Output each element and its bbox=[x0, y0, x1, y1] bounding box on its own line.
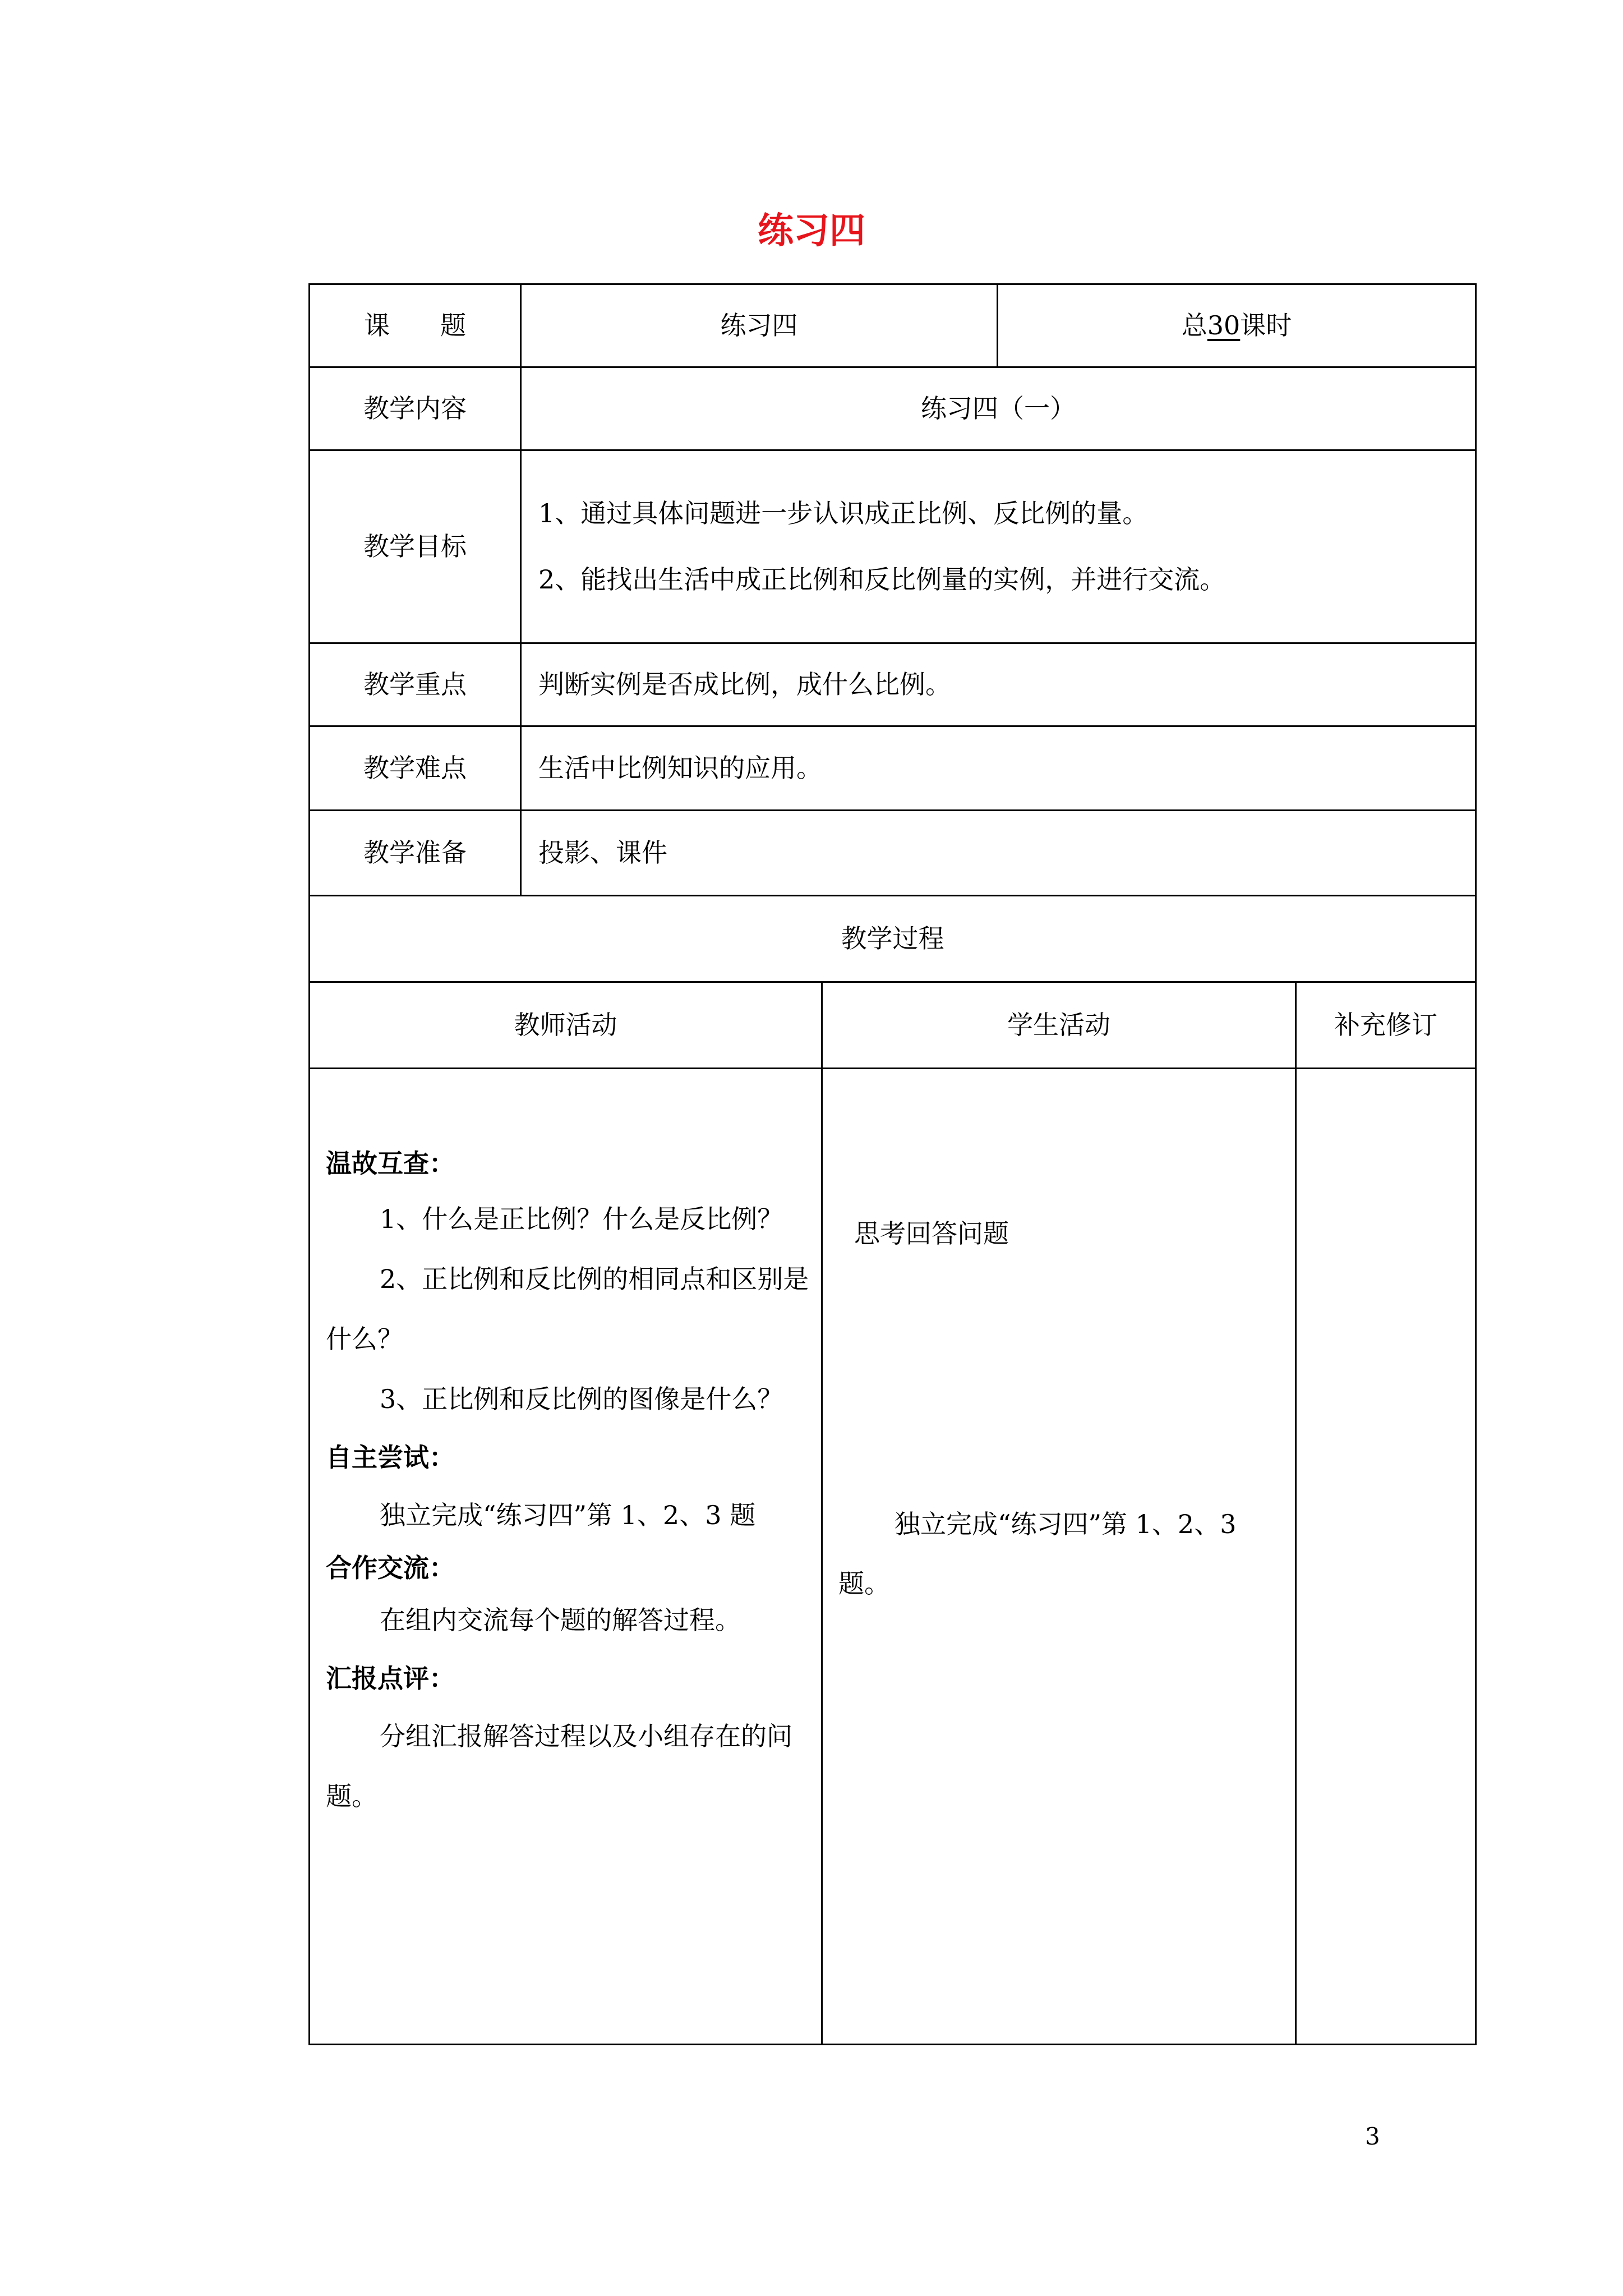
difficulty-label: 教学难点 bbox=[310, 726, 521, 811]
hours-number: 30 bbox=[1207, 310, 1241, 341]
process-label: 教学过程 bbox=[310, 896, 1476, 982]
key-point-row bbox=[310, 643, 1476, 726]
lesson-plan-table bbox=[308, 283, 1477, 2045]
process-row bbox=[310, 896, 1476, 982]
objective-item: 2、能找出生活中成正比例和反比例量的实例，并进行交流。 bbox=[538, 564, 1226, 595]
difficulty-row bbox=[310, 726, 1476, 811]
preparation-value: 投影、课件 bbox=[521, 811, 1476, 896]
objectives-cell bbox=[521, 450, 1476, 643]
hours-suffix: 课时 bbox=[1240, 310, 1292, 341]
topic-label: 课 题 bbox=[364, 310, 466, 341]
page-title: 练习四 bbox=[758, 210, 865, 252]
content-row bbox=[310, 367, 1476, 450]
objectives-label: 教学目标 bbox=[310, 450, 521, 643]
content-label: 教学内容 bbox=[310, 367, 521, 450]
difficulty-value: 生活中比例知识的应用。 bbox=[521, 726, 1476, 811]
revision-cell bbox=[1296, 1069, 1476, 2045]
topic-label-cell bbox=[310, 284, 521, 367]
coop-heading: 合作交流： bbox=[326, 1553, 455, 1583]
review-question: 1、什么是正比例？什么是反比例？ bbox=[380, 1204, 783, 1234]
key-point-value: 判断实例是否成比例，成什么比例。 bbox=[521, 643, 1476, 726]
student-complete: 独立完成“练习四”第 1、2、3 题。 bbox=[838, 1509, 1237, 1599]
report-text: 分组汇报解答过程以及小组存在的问题。 bbox=[326, 1721, 792, 1811]
review-question: 2、正比例和反比例的相同点和区别是什么？ bbox=[326, 1264, 809, 1354]
try-text: 独立完成“练习四”第 1、2、3 题 bbox=[380, 1500, 756, 1530]
process-columns-row bbox=[310, 982, 1476, 1069]
student-answer: 思考回答问题 bbox=[854, 1218, 1009, 1249]
try-heading: 自主尝试： bbox=[326, 1442, 455, 1473]
objective-item: 1、通过具体问题进一步认识成正比例、反比例的量。 bbox=[538, 498, 1149, 529]
review-heading: 温故互查： bbox=[326, 1148, 455, 1179]
teacher-activity-header: 教师活动 bbox=[310, 982, 822, 1069]
objectives-row bbox=[310, 450, 1476, 643]
content-value: 练习四（一） bbox=[521, 367, 1476, 450]
preparation-row bbox=[310, 811, 1476, 896]
coop-text: 在组内交流每个题的解答过程。 bbox=[380, 1605, 741, 1635]
teacher-activity-cell bbox=[310, 1069, 822, 2045]
topic-value: 练习四 bbox=[521, 284, 998, 367]
student-activity-cell bbox=[822, 1069, 1296, 2045]
report-heading: 汇报点评： bbox=[326, 1663, 455, 1694]
process-body-row bbox=[310, 1069, 1476, 2045]
review-question: 3、正比例和反比例的图像是什么？ bbox=[380, 1384, 783, 1414]
key-point-label: 教学重点 bbox=[310, 643, 521, 726]
topic-row bbox=[310, 284, 1476, 367]
hours-prefix: 总 bbox=[1181, 310, 1207, 341]
total-hours bbox=[998, 284, 1476, 367]
student-activity-header: 学生活动 bbox=[822, 982, 1296, 1069]
page-number: 3 bbox=[1365, 2123, 1380, 2150]
preparation-label: 教学准备 bbox=[310, 811, 521, 896]
revision-header: 补充修订 bbox=[1296, 982, 1476, 1069]
